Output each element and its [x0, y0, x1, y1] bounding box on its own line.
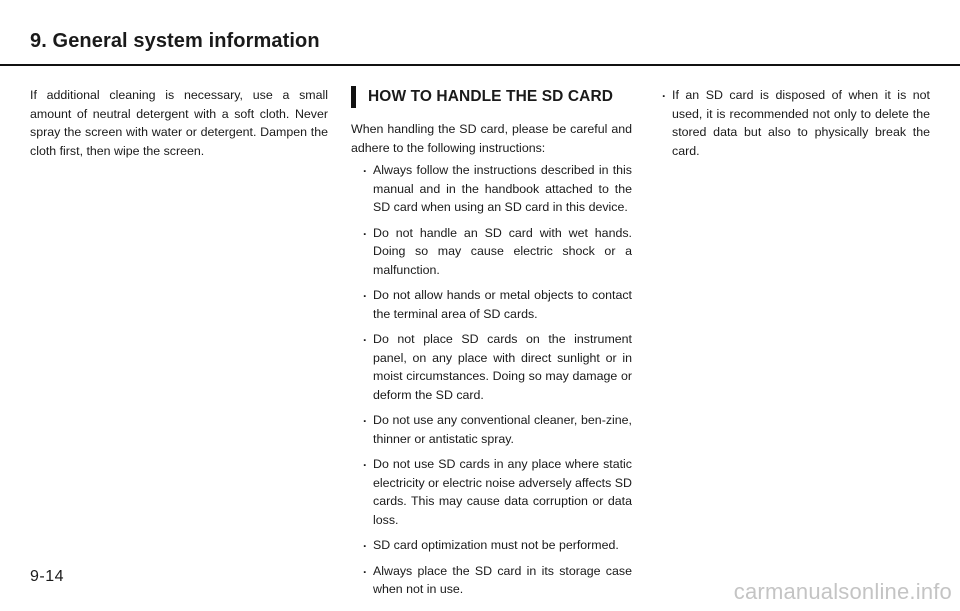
- watermark: carmanualsonline.info: [733, 579, 952, 604]
- list-item: . If an SD card is disposed of when it is not used, it is recommended not only to delete the stored data but also to physically break the card.: [662, 86, 930, 160]
- instruction-list: [351, 161, 632, 599]
- header-rule: [0, 64, 960, 66]
- column-left: [30, 86, 328, 160]
- list-item: . Do not use any conventional cleaner, ben-zine, thinner or antistatic spray.: [351, 411, 632, 448]
- instruction-list-continued: [662, 86, 930, 160]
- list-item: . Do not use SD cards in any place where static electricity or electric noise adversely affects SD cards. This may cause data corruption or data loss.: [351, 455, 632, 529]
- list-item: . SD card optimization must not be performed.: [351, 536, 632, 555]
- list-item: . Do not place SD cards on the instrument panel, on any place with direct sunlight or in moist circumstances. Doing so may damage or deform the SD card.: [351, 330, 632, 404]
- cleaning-paragraph: If additional cleaning is necessary, use a small amount of neutral detergent with a soft cloth. Never spray the screen with water or detergent. Dampen the cloth first, then wipe the screen.: [30, 88, 328, 158]
- list-item: . Always place the SD card in its storage case when not in use.: [351, 562, 632, 599]
- list-item: . Do not allow hands or metal objects to contact the terminal area of SD cards.: [351, 286, 632, 323]
- section-heading: [351, 86, 632, 108]
- column-right: [662, 86, 930, 160]
- list-item: . Always follow the instructions described in this manual and in the handbook attached to the SD card when using an SD card in this device.: [351, 161, 632, 217]
- column-middle: [351, 86, 632, 606]
- heading-bar-icon: [351, 86, 356, 108]
- section-heading-text: HOW TO HANDLE THE SD CARD: [368, 87, 614, 105]
- chapter-title: 9. General system information: [30, 30, 320, 52]
- section-intro: When handling the SD card, please be careful and adhere to the following instructions:: [351, 122, 632, 155]
- list-item: . Do not handle an SD card with wet hands. Doing so may cause electric shock or a malfunction.: [351, 224, 632, 280]
- page-number: 9-14: [30, 568, 65, 585]
